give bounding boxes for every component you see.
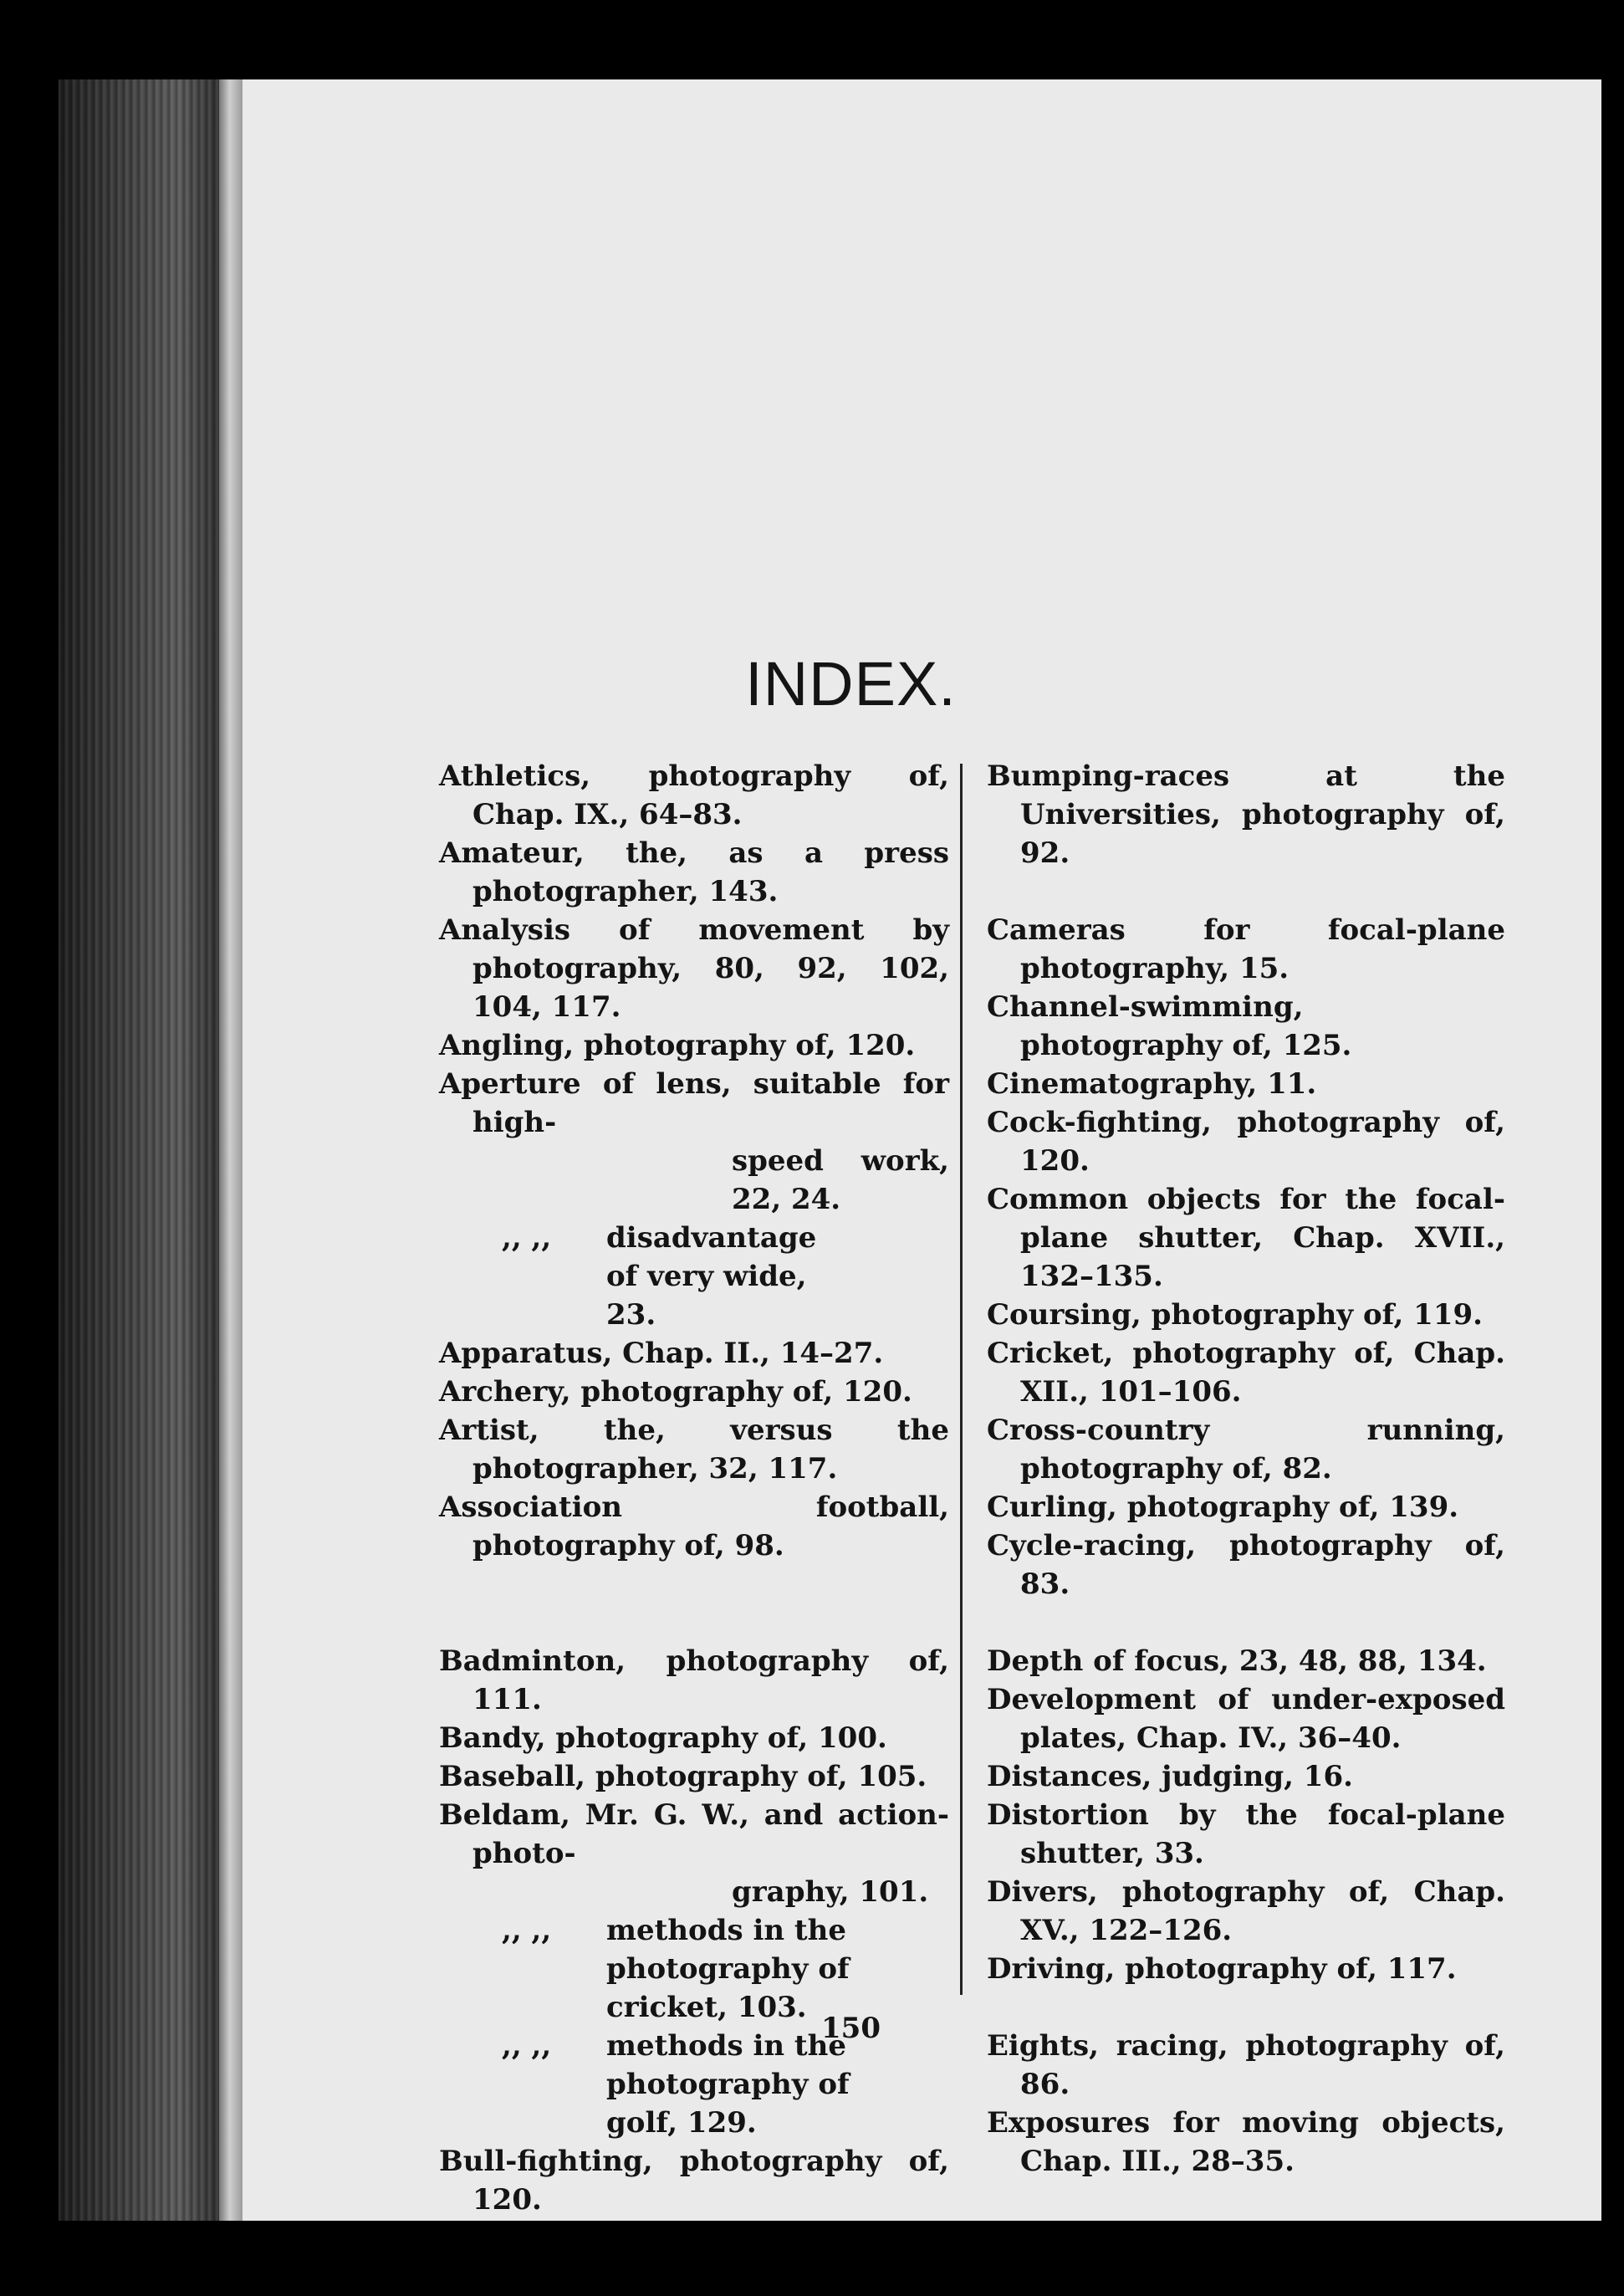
index-entry: Channel-swimming, photography of, 125. [987,990,1352,1062]
index-entry: Cycle-racing, photography of, 83. [987,1529,1505,1601]
index-entry: Angling, photography of, 120. [439,1029,916,1062]
index-entry: Cricket, photography of, Chap. XII., 101–106. [987,1337,1505,1409]
index-entry: Cameras for focal-plane photography, 15. [987,913,1505,985]
index-entry: Apparatus, Chap. II., 14–27. [439,1337,884,1370]
book-spine [59,79,243,2221]
page-title: INDEX. [745,649,957,718]
page-number: 150 [821,2012,881,2045]
ditto-marks: ,, ,, [502,2029,552,2063]
index-entry: Association football, photography of, 98. [439,1491,949,1562]
index-entry: Baseball, photography of, 105. [439,1760,927,1793]
index-entry: Coursing, photography of, 119. [987,1298,1483,1332]
index-entry: Distances, judging, 16. [987,1760,1353,1793]
index-entry: Badminton, photography of, 111. [439,1644,949,1716]
index-entry-continuation: speed work, 22, 24. [732,1144,949,1216]
index-entry: Exposures for moving objects, Chap. III., 28–35. [987,2106,1505,2178]
index-subentry [439,1911,949,2027]
column-divider [960,764,963,1995]
subentry-text: methods in the photography of golf, 129. [606,2029,850,2140]
index-entry: Cinematography, 11. [987,1067,1317,1101]
index-entry: Analysis of movement by photography, 80, 92, 102, 104, 117. [439,913,949,1024]
index-entry: Development of under-exposed plates, Chap. IV., 36–40. [987,1683,1505,1755]
index-entry: Curling, photography of, 139. [987,1491,1459,1524]
index-entry: Artist, the, versus the photographer, 32, 117. [439,1414,949,1485]
ditto-marks: ,, ,, [502,1221,552,1255]
index-entry: Amateur, the, as a press photographer, 143. [439,836,949,908]
index-entry: Bumping-races at the Universities, photography of, 92. [987,759,1505,870]
page-gutter-edge [219,79,243,2221]
book-page [243,79,1601,2221]
index-entry: Athletics, photography of, Chap. IX., 64–83. [439,759,949,831]
index-column-right [987,757,1505,2181]
index-entry-continuation: graphy, 101. [732,1875,929,1909]
index-entry: Aperture of lens, suitable for high- [439,1067,949,1139]
index-entry: Driving, photography of, 117. [987,1952,1457,1986]
index-entry: Bull-fighting, photography of, 120. [439,2145,949,2217]
index-entry: Divers, photography of, Chap. XV., 122–126. [987,1875,1505,1947]
index-entry: Bandy, photography of, 100. [439,1721,887,1755]
index-entry: Cross-country running, photography of, 82. [987,1414,1505,1485]
index-column-left [439,757,949,2219]
index-entry: Eights, racing, photography of, 86. [987,2029,1505,2101]
index-entry: Beldam, Mr. G. W., and action-photo- [439,1798,949,1870]
index-entry: Common objects for the focal-plane shutter, Chap. XVII., 132–135. [987,1183,1505,1293]
section-gap [439,1565,949,1642]
section-gap [987,1603,1505,1642]
subentry-text: methods in the photography of cricket, 103. [606,1914,850,2024]
index-entry: Cock-fighting, photography of, 120. [987,1106,1505,1178]
section-gap [987,872,1505,911]
index-entry: Depth of focus, 23, 48, 88, 134. [987,1644,1487,1678]
ditto-marks: ,, ,, [502,1914,552,1947]
index-entry: Archery, photography of, 120. [439,1375,912,1409]
subentry-text: disadvantage of very wide, 23. [606,1221,817,1332]
index-subentry [439,1219,949,1334]
index-entry: Distortion by the focal-plane shutter, 33. [987,1798,1505,1870]
